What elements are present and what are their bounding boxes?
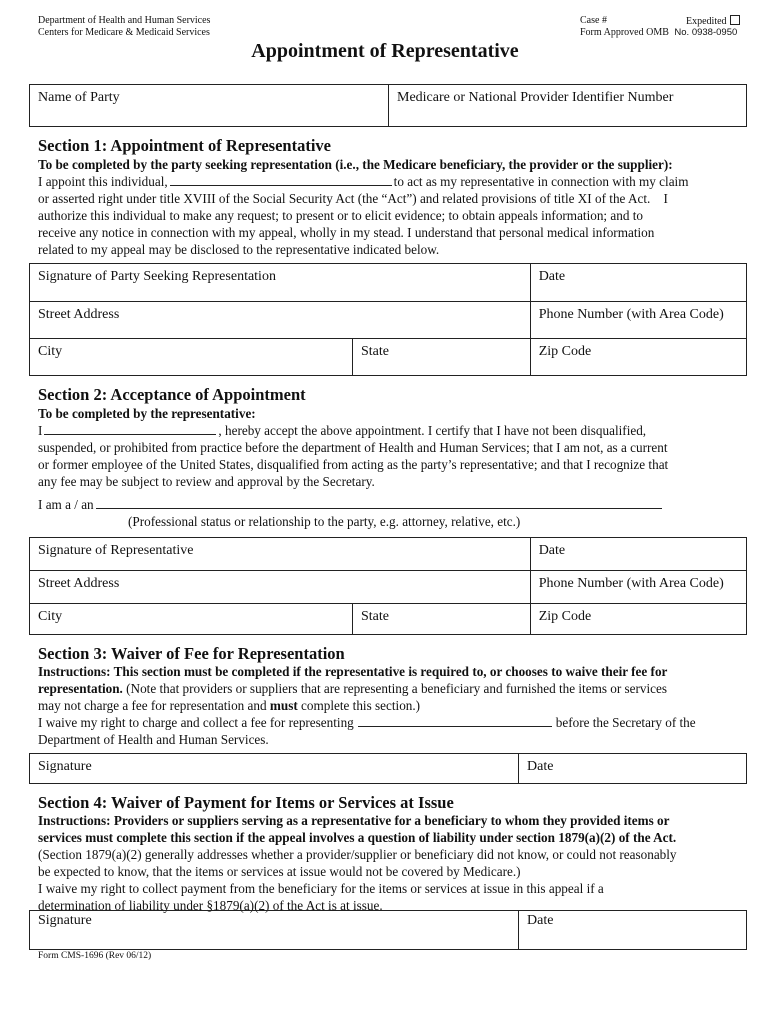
section2-line1b: , hereby accept the above appointment. I certify that I have not been disqualified, [218, 423, 647, 438]
party-street-label: Street Address [38, 307, 120, 322]
rep-city-label: City [38, 609, 63, 624]
section1-instruction: To be completed by the party seeking representation (i.e., the Medicare beneficiary, the provider or the supplier): [38, 157, 673, 172]
fee-waiver-date-field[interactable] [519, 754, 747, 784]
party-date-label: Date [538, 269, 566, 284]
section2-rep-table [29, 537, 747, 635]
section3-line3a: may not charge a fee for representation and [38, 698, 270, 713]
party-phone-label: Phone Number (with Area Code) [538, 307, 724, 322]
section2-line4: any fee may be subject to review and approval by the Secretary. [38, 474, 375, 489]
form-id: Form CMS-1696 (Rev 06/12) [38, 951, 152, 961]
section1-line4: receive any notice in connection with my appeal, wholly in my stead. I understand that personal medical information [38, 225, 655, 240]
expedited-label: Expedited [686, 16, 727, 27]
section2-line1a: I [38, 423, 43, 438]
section2-line2: suspended, or prohibited from practice before the department of Health and Human Services; that I am not, as a current [38, 440, 668, 455]
section3-text [38, 663, 750, 748]
section2-text [38, 405, 750, 490]
agency-line-2: Centers for Medicare & Medicaid Services [38, 27, 210, 38]
rep-phone-field[interactable] [530, 571, 746, 604]
section2-heading: Section 2: Acceptance of Appointment [38, 385, 306, 404]
omb-number: No. 0938-0950 [674, 27, 738, 38]
section4-line5: I waive my right to collect payment from the beneficiary for the items or services at issue in this appeal if a [38, 881, 604, 896]
section4-line6: determination of liability under §1879(a)(2) of the Act is at issue. [38, 898, 383, 913]
party-state-field[interactable] [353, 339, 531, 376]
section4-instruction-2: services must complete this section if the appeal involves a question of liability under section 1879(a)(2) of the Act. [38, 830, 677, 845]
representative-name-blank[interactable] [170, 174, 392, 186]
party-info-table [29, 84, 747, 127]
iama-note: (Professional status or relationship to the party, e.g. attorney, relative, etc.) [128, 514, 521, 529]
section4-heading: Section 4: Waiver of Payment for Items or Services at Issue [38, 793, 454, 812]
section1-line3: authorize this individual to make any request; to present or to elicit evidence; to obtain appeals information; and to [38, 208, 643, 223]
iama-label: I am a / an [38, 497, 94, 512]
party-signature-field[interactable] [30, 264, 531, 302]
form-title: Appointment of Representative [251, 40, 519, 62]
section3-line4b: before the Secretary of the [555, 715, 696, 730]
fee-waiver-party-blank[interactable] [358, 715, 552, 727]
section3-instruction-2: representation. [38, 681, 123, 696]
section2-instruction: To be completed by the representative: [38, 406, 256, 421]
representative-accept-name-blank[interactable] [44, 423, 216, 435]
name-of-party-label: Name of Party [38, 90, 120, 105]
payment-waiver-signature-label: Signature [38, 913, 92, 928]
omb-label: Form Approved OMB [580, 27, 669, 38]
party-street-field[interactable] [30, 302, 531, 339]
party-zip-field[interactable] [530, 339, 746, 376]
payment-waiver-signature-field[interactable] [30, 911, 519, 950]
section1-line2: or asserted right under title XVIII of the Social Security Act (the “Act”) and related provisions of title XI of the Act. I [38, 191, 668, 206]
rep-phone-label: Phone Number (with Area Code) [538, 576, 724, 591]
rep-signature-field[interactable] [30, 538, 531, 571]
expedited-checkbox[interactable] [730, 15, 740, 25]
section3-table [29, 753, 747, 784]
section1-party-table [29, 263, 747, 376]
case-number-label: Case # [580, 15, 607, 26]
section2-line3: or former employee of the United States, disqualified from acting as the party’s representative; and that I recognize that [38, 457, 669, 472]
section3-line3b: complete this section.) [297, 698, 421, 713]
payment-waiver-date-label: Date [527, 913, 554, 928]
section3-must: must [269, 698, 298, 713]
section3-instruction-1: Instructions: This section must be completed if the representative is required to, or chooses to waive their fee for [38, 664, 668, 679]
party-phone-field[interactable] [530, 302, 746, 339]
section1-line1a: I appoint this individual, [38, 174, 168, 189]
section4-line3: (Section 1879(a)(2) generally addresses whether a provider/supplier or beneficiary did not know, or could not reasonably [38, 847, 677, 862]
party-city-field[interactable] [30, 339, 353, 376]
rep-street-label: Street Address [38, 576, 120, 591]
section3-line4a: I waive my right to charge and collect a fee for representing [38, 715, 354, 730]
rep-date-label: Date [538, 543, 566, 558]
medicare-npi-field[interactable] [389, 85, 747, 127]
section3-heading: Section 3: Waiver of Fee for Representation [38, 644, 345, 663]
party-date-field[interactable] [530, 264, 746, 302]
payment-waiver-date-field[interactable] [519, 911, 747, 950]
rep-signature-label: Signature of Representative [38, 543, 194, 558]
rep-city-field[interactable] [30, 604, 353, 635]
fee-waiver-signature-field[interactable] [30, 754, 519, 784]
section4-table [29, 910, 747, 950]
rep-date-field[interactable] [530, 538, 746, 571]
omb-approval [580, 27, 737, 39]
professional-status-blank[interactable] [96, 497, 662, 509]
party-zip-label: Zip Code [538, 344, 592, 359]
section4-text [38, 812, 750, 914]
rep-zip-field[interactable] [530, 604, 746, 635]
section4-instruction-1: Instructions: Providers or suppliers serving as a representative for a beneficiary to whom they provided items or [38, 813, 670, 828]
section1-text [38, 156, 750, 258]
fee-waiver-date-label: Date [527, 759, 554, 774]
rep-state-label: State [361, 609, 389, 624]
rep-street-field[interactable] [30, 571, 531, 604]
rep-state-field[interactable] [353, 604, 531, 635]
section1-line5: related to my appeal may be disclosed to the representative indicated below. [38, 242, 440, 257]
party-signature-label: Signature of Party Seeking Representation [38, 269, 276, 284]
agency-line-1: Department of Health and Human Services [38, 15, 211, 26]
party-city-label: City [38, 344, 63, 359]
iama-line [38, 496, 750, 513]
section1-line1b: to act as my representative in connection with my claim [393, 174, 689, 189]
medicare-npi-label: Medicare or National Provider Identifier Number [397, 90, 674, 105]
section4-line4: be expected to know, that the items or services at issue would not be covered by Medicare.) [38, 864, 521, 879]
section3-line5: Department of Health and Human Services. [38, 732, 269, 747]
name-of-party-field[interactable] [30, 85, 389, 127]
section3-line2: (Note that providers or suppliers that are representing a beneficiary and furnished the items or services [122, 681, 668, 696]
fee-waiver-signature-label: Signature [38, 759, 92, 774]
section1-heading: Section 1: Appointment of Representative [38, 136, 332, 155]
rep-zip-label: Zip Code [538, 609, 592, 624]
party-state-label: State [361, 344, 389, 359]
